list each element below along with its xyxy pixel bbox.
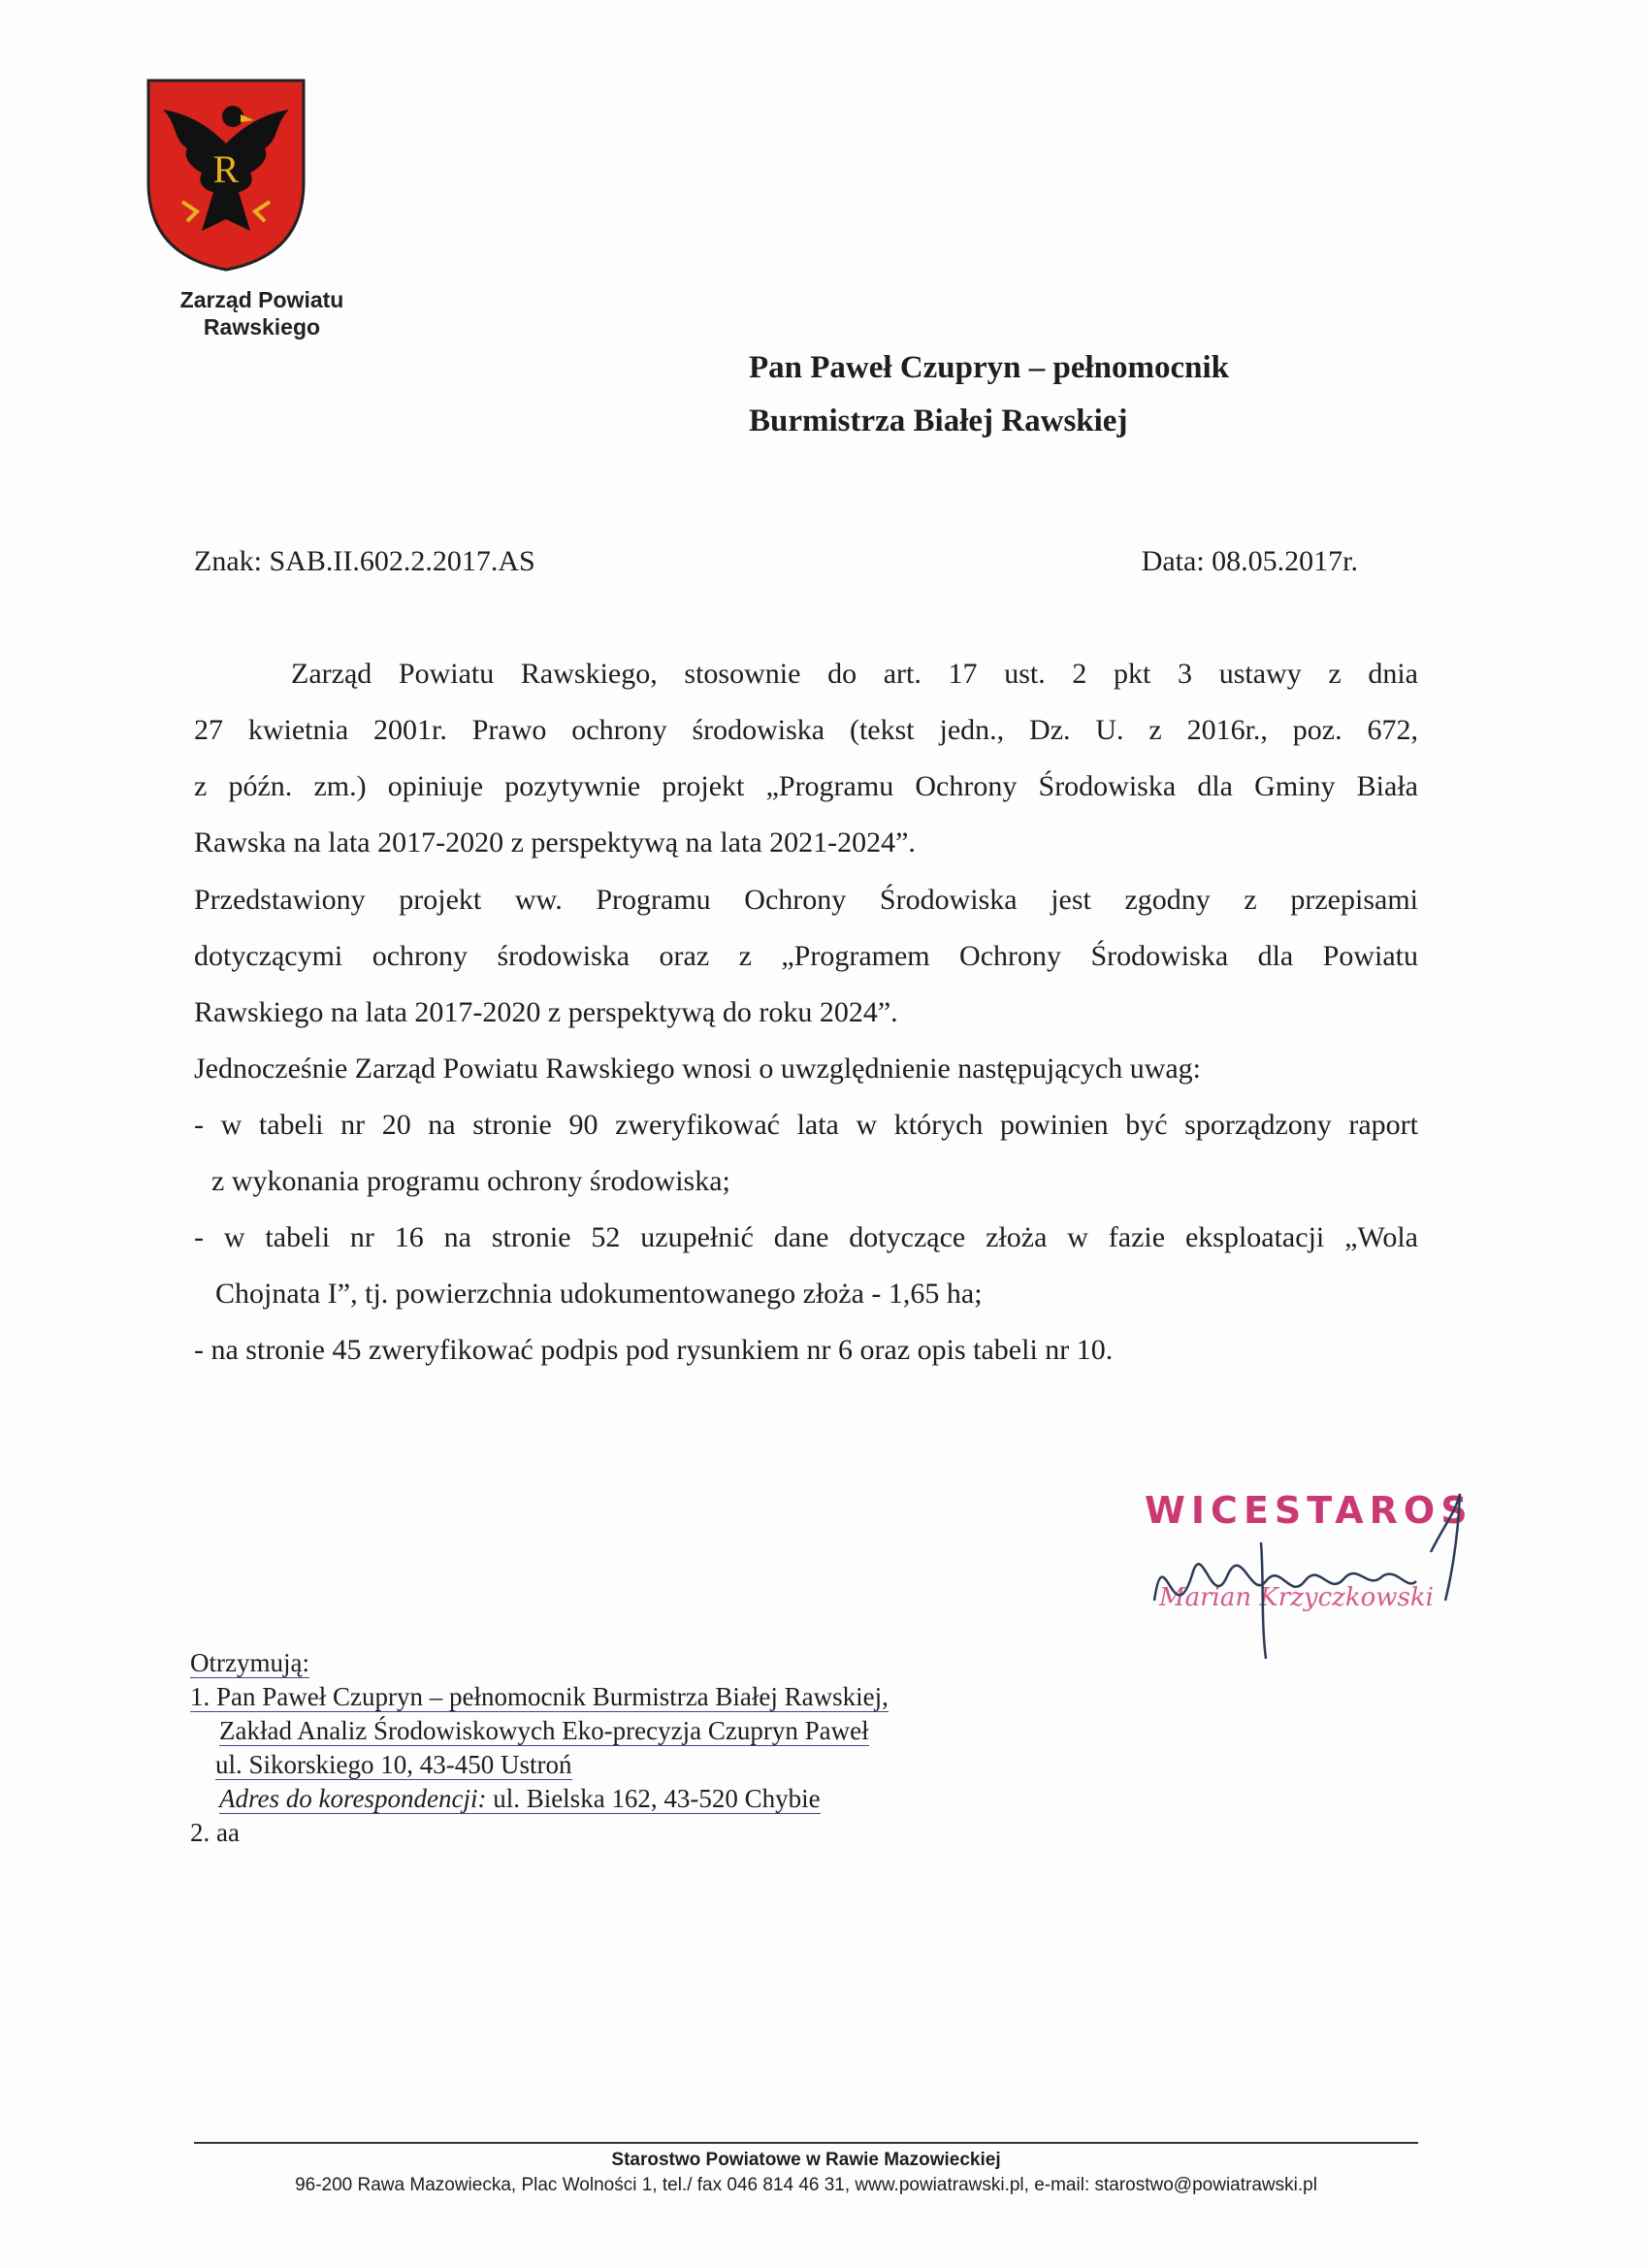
- stamp-name: Marian Krzyczkowski: [1159, 1583, 1434, 1612]
- body-line: 27 kwietnia 2001r. Prawo ochrony środowiska (tekst jedn., Dz. U. z 2016r., poz. 672,: [194, 714, 1418, 746]
- issuer-line-1: Zarząd Powiatu: [179, 287, 344, 312]
- body-line: z późn. zm.) opiniuje pozytywnie projekt „Programu Ochrony Środowiska dla Gminy Biała: [194, 770, 1418, 802]
- recipient-1-correspondence-address: ul. Bielska 162, 43-520 Chybie: [486, 1784, 821, 1813]
- recipients-heading: Otrzymują:: [190, 1648, 309, 1677]
- crest-letter: R: [212, 147, 240, 191]
- footer-divider: [194, 2142, 1418, 2144]
- body-line: Chojnata I”, tj. powierzchnia udokumentowanego złoża - 1,65 ha;: [215, 1278, 983, 1310]
- recipient-1-correspondence-label: Adres do korespondencji:: [219, 1784, 487, 1813]
- footer-office: Starostwo Powiatowe w Rawie Mazowieckiej: [611, 2150, 1001, 2170]
- body-line: - w tabeli nr 20 na stronie 90 zweryfikować lata w których powinien być sporządzony raport: [194, 1109, 1418, 1141]
- body-line: z wykonania programu ochrony środowiska;: [211, 1165, 730, 1197]
- body-line: Rawska na lata 2017-2020 z perspektywą na lata 2021-2024”.: [194, 826, 916, 859]
- issuer-line-2: Rawskiego: [203, 314, 321, 340]
- body-line: Przedstawiony projekt ww. Programu Ochrony Środowiska jest zgodny z przepisami: [194, 884, 1418, 916]
- official-stamp-signature: [1135, 1484, 1504, 1669]
- addressee-line-1: Pan Paweł Czupryn – pełnomocnik: [749, 350, 1230, 385]
- recipient-1-company: Zakład Analiz Środowiskowych Eko-precyzja Czupryn Paweł: [219, 1716, 869, 1745]
- body-line: dotyczącymi ochrony środowiska oraz z „Programem Ochrony Środowiska dla Powiatu: [194, 940, 1418, 972]
- issuer-name: [87, 286, 436, 340]
- recipient-2: 2. aa: [190, 1818, 240, 1847]
- body-line: Jednocześnie Zarząd Powiatu Rawskiego wnosi o uwzględnienie następujących uwag:: [194, 1053, 1202, 1085]
- footer: [194, 2148, 1418, 2198]
- letter-date: Data: 08.05.2017r.: [1141, 545, 1358, 577]
- body-line: Zarząd Powiatu Rawskiego, stosownie do art. 17 ust. 2 pkt 3 ustawy z dnia: [291, 658, 1418, 690]
- recipient-1-name: 1. Pan Paweł Czupryn – pełnomocnik Burmistrza Białej Rawskiej,: [190, 1682, 889, 1711]
- addressee-line-2: Burmistrza Białej Rawskiej: [749, 404, 1128, 438]
- reference-sign: Znak: SAB.II.602.2.2017.AS: [194, 545, 535, 577]
- footer-address: 96-200 Rawa Mazowiecka, Plac Wolności 1, tel./ fax 046 814 46 31, www.powiatrawski.pl, e-mail: starostwo@powiatrawski.pl: [295, 2175, 1317, 2195]
- addressee: [749, 341, 1229, 448]
- reference-line: [194, 545, 1358, 578]
- coat-of-arms-logo: [144, 76, 308, 275]
- body-line: - w tabeli nr 16 na stronie 52 uzupełnić dane dotyczące złoża w fazie eksploatacji „Wola: [194, 1221, 1418, 1253]
- recipient-1-address: ul. Sikorskiego 10, 43-450 Ustroń: [215, 1750, 572, 1779]
- body-line: Rawskiego na lata 2017-2020 z perspektywą do roku 2024”.: [194, 996, 898, 1028]
- stamp-title: WICESTAROS: [1145, 1489, 1473, 1532]
- body-line: - na stronie 45 zweryfikować podpis pod rysunkiem nr 6 oraz opis tabeli nr 10.: [194, 1334, 1114, 1366]
